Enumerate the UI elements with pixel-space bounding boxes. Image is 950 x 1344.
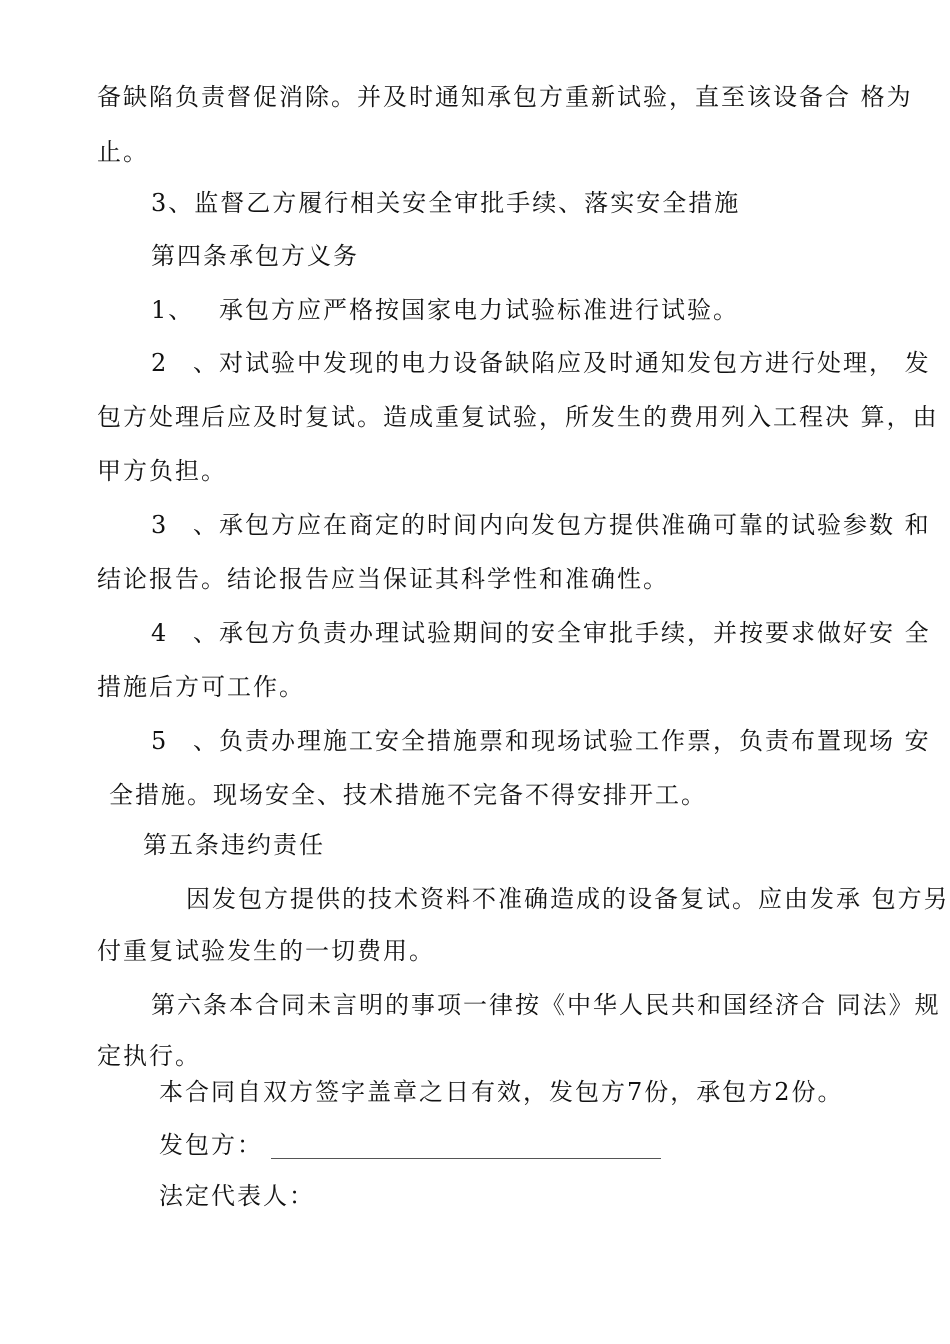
paragraph-line: 付重复试验发生的一切费用。 [97, 937, 435, 965]
list-text: 承包方负责办理试验期间的安全审批手续，并按要求做好安 全 [219, 619, 931, 647]
section-heading: 第四条承包方义务 [151, 242, 359, 270]
list-number: 1、 [151, 296, 195, 324]
signature-field-contractor [159, 1130, 661, 1160]
list-item [151, 348, 931, 378]
list-text: 负责办理施工安全措施票和现场试验工作票，负责布置现场 安 [219, 727, 931, 755]
paragraph-line: 定执行。 [97, 1042, 201, 1070]
list-number: 2、 [151, 349, 219, 377]
list-text: 对试验中发现的电力设备缺陷应及时通知发包方进行处理， 发 [219, 349, 931, 377]
list-text: 承包方应在商定的时间内向发包方提供准确可靠的试验参数 和 [219, 511, 931, 539]
signature-blank-line [271, 1157, 661, 1159]
list-item [151, 295, 739, 325]
section-heading: 第五条违约责任 [143, 831, 325, 859]
list-item [151, 618, 931, 648]
paragraph-line: 止。 [97, 138, 149, 166]
paragraph-line: 备缺陷负责督促消除。并及时通知承包方重新试验，直至该设备合 格为 [97, 83, 913, 111]
signature-field-legal-rep: 法定代表人： [159, 1182, 315, 1210]
signature-label: 发包方： [159, 1131, 263, 1159]
list-item [151, 726, 931, 756]
paragraph-line: 结论报告。结论报告应当保证其科学性和准确性。 [97, 565, 669, 593]
list-number: 3、 [151, 511, 219, 539]
paragraph-line: 因发包方提供的技术资料不准确造成的设备复试。应由发承 包方另 [186, 885, 950, 913]
paragraph-line: 措施后方可工作。 [97, 673, 305, 701]
section-heading: 第六条本合同未言明的事项一律按《中华人民共和国经济合 同法》规 [151, 991, 941, 1019]
list-number: 4、 [151, 619, 219, 647]
list-item [151, 510, 931, 540]
list-item: 3、监督乙方履行相关安全审批手续、落实安全措施 [151, 189, 741, 217]
paragraph-line: 本合同自双方签字盖章之日有效，发包方7份，承包方2份。 [159, 1078, 844, 1106]
paragraph-line: 包方处理后应及时复试。造成重复试验，所发生的费用列入工程决 算，由 [97, 403, 939, 431]
paragraph-line: 甲方负担。 [97, 457, 227, 485]
paragraph-line: 全措施。现场安全、技术措施不完备不得安排开工。 [109, 781, 707, 809]
list-number: 5、 [151, 727, 219, 755]
list-text: 承包方应严格按国家电力试验标准进行试验。 [219, 296, 739, 324]
